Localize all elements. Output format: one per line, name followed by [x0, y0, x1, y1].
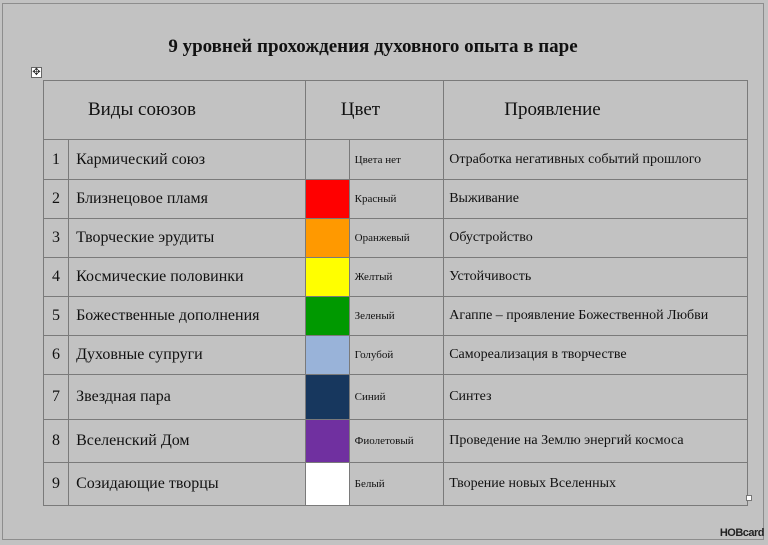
header-kinds: Виды союзов	[44, 81, 306, 140]
color-name: Красный	[349, 180, 444, 219]
color-swatch	[305, 219, 349, 258]
row-number: 3	[44, 219, 69, 258]
color-swatch	[305, 420, 349, 463]
color-swatch	[305, 140, 349, 180]
union-kind: Созидающие творцы	[69, 463, 306, 506]
color-swatch	[305, 258, 349, 297]
table-row	[44, 180, 748, 219]
manifestation: Синтез	[444, 375, 748, 420]
union-kind: Близнецовое пламя	[69, 180, 306, 219]
manifestation: Выживание	[444, 180, 748, 219]
manifestation: Проведение на Землю энергий космоса	[444, 420, 748, 463]
color-swatch	[305, 375, 349, 420]
color-swatch	[305, 180, 349, 219]
color-swatch-fill	[306, 219, 349, 257]
manifestation: Агаппе – проявление Божественной Любви	[444, 297, 748, 336]
table-row	[44, 258, 748, 297]
union-kind: Кармический союз	[69, 140, 306, 180]
manifestation: Обустройство	[444, 219, 748, 258]
table-header-row	[44, 81, 748, 140]
color-name: Голубой	[349, 336, 444, 375]
levels-table	[43, 80, 748, 506]
table-row	[44, 219, 748, 258]
table-row	[44, 297, 748, 336]
color-swatch	[305, 297, 349, 336]
manifestation: Творение новых Вселенных	[444, 463, 748, 506]
row-number: 4	[44, 258, 69, 297]
union-kind: Творческие эрудиты	[69, 219, 306, 258]
header-color: Цвет	[305, 81, 443, 140]
watermark: HOBcard	[719, 527, 764, 539]
slide	[2, 3, 764, 540]
row-number: 7	[44, 375, 69, 420]
manifestation: Самореализация в творчестве	[444, 336, 748, 375]
table-row	[44, 463, 748, 506]
table-row	[44, 336, 748, 375]
union-kind: Космические половинки	[69, 258, 306, 297]
row-number: 9	[44, 463, 69, 506]
color-swatch-fill	[306, 180, 349, 218]
color-name: Синий	[349, 375, 444, 420]
color-name: Зеленый	[349, 297, 444, 336]
color-swatch-fill	[306, 463, 349, 505]
row-number: 8	[44, 420, 69, 463]
table-row	[44, 140, 748, 180]
color-swatch-fill	[306, 420, 349, 462]
color-swatch	[305, 336, 349, 375]
union-kind: Вселенский Дом	[69, 420, 306, 463]
color-swatch-fill	[306, 297, 349, 335]
color-name: Цвета нет	[349, 140, 444, 180]
color-swatch-fill	[306, 140, 349, 179]
page-title: 9 уровней прохождения духовного опыта в паре	[168, 36, 578, 57]
color-swatch-fill	[306, 375, 349, 419]
union-kind: Божественные дополнения	[69, 297, 306, 336]
header-manifestation: Проявление	[444, 81, 748, 140]
row-number: 2	[44, 180, 69, 219]
row-number: 6	[44, 336, 69, 375]
color-name: Желтый	[349, 258, 444, 297]
union-kind: Духовные супруги	[69, 336, 306, 375]
color-name: Фиолетовый	[349, 420, 444, 463]
color-swatch-fill	[306, 336, 349, 374]
table-resize-handle[interactable]	[746, 495, 752, 501]
color-swatch-fill	[306, 258, 349, 296]
color-swatch	[305, 463, 349, 506]
color-name: Оранжевый	[349, 219, 444, 258]
table-row	[44, 420, 748, 463]
table-row	[44, 375, 748, 420]
color-name: Белый	[349, 463, 444, 506]
manifestation: Устойчивость	[444, 258, 748, 297]
union-kind: Звездная пара	[69, 375, 306, 420]
table-move-handle-icon[interactable]: ✥	[32, 67, 41, 78]
manifestation: Отработка негативных событий прошлого	[444, 140, 748, 180]
row-number: 5	[44, 297, 69, 336]
row-number: 1	[44, 140, 69, 180]
